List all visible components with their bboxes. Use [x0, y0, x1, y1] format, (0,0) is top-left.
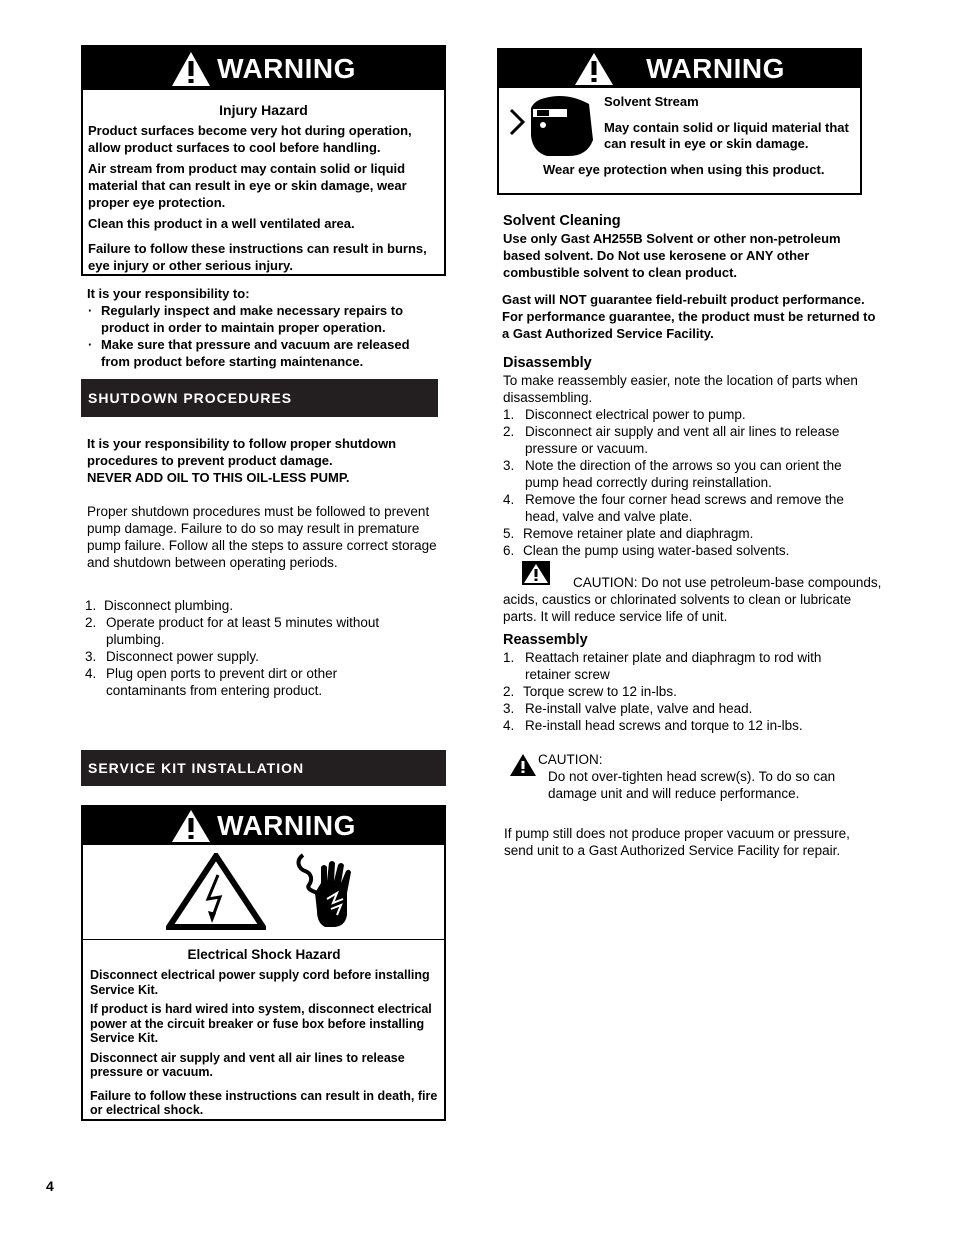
- solvent-warning-box: [497, 48, 862, 195]
- caution-overtighten-text: Do not over-tighten head screw(s). To do so can damage unit and will reduce performance.: [548, 769, 836, 801]
- shock-hazard-title: Electrical Shock Hazard: [187, 947, 341, 962]
- warning-triangle-icon: [574, 52, 614, 86]
- shutdown-bold-2: NEVER ADD OIL TO THIS OIL-LESS PUMP.: [87, 470, 350, 485]
- list-item: 3. Disconnect power supply.: [85, 649, 259, 664]
- solvent-stream-body: May contain solid or liquid material that can result in eye or skin damage.: [604, 120, 849, 151]
- shutdown-steps: [85, 597, 415, 699]
- solvent-cleaning-title: Solvent Cleaning: [503, 213, 621, 229]
- shutdown-paragraph: Proper shutdown procedures must be followed to prevent pump damage. Failure to do so may result in premature pump failure. Follow all the steps to assure correct storage and shutdown between operating periods.: [87, 504, 437, 570]
- injury-warning-box: [81, 45, 446, 276]
- hand-shock-icon: [291, 853, 366, 933]
- solvent-cleaning-body: Use only Gast AH255B Solvent or other non-petroleum based solvent. Do Not use kerosene or ANY other combustible solvent to clean product.: [503, 231, 841, 280]
- list-item: 4. Plug open ports to prevent dirt or other contaminants from entering product.: [85, 666, 338, 698]
- shutdown-procedures-header: SHUTDOWN PROCEDURES: [81, 379, 438, 417]
- list-item: 2. Operate product for at least 5 minutes without plumbing.: [85, 615, 380, 647]
- caution-overtighten: [538, 751, 878, 802]
- list-item: 1. Reattach retainer plate and diaphragm to rod with retainer screw: [503, 650, 822, 682]
- caution-icon: [509, 753, 537, 777]
- disassembly-intro: To make reassembly easier, note the location of parts when disassembling.: [503, 373, 858, 405]
- list-item: 5. Remove retainer plate and diaphragm.: [503, 526, 754, 541]
- list-item: 2. Disconnect air supply and vent all air lines to release pressure or vacuum.: [503, 424, 840, 456]
- shock-warning-p1: Disconnect electrical power supply cord before installing Service Kit.: [90, 968, 430, 997]
- list-item: 3. Re-install valve plate, valve and head.: [503, 701, 753, 716]
- page-number: 4: [46, 1178, 54, 1194]
- list-item: 1. Disconnect plumbing.: [85, 598, 234, 613]
- service-kit-installation-header: SERVICE KIT INSTALLATION: [81, 750, 446, 786]
- warning-triangle-icon: [171, 51, 211, 87]
- solvent-stream-title: Solvent Stream: [604, 94, 699, 109]
- responsibility-bullet-1: · Regularly inspect and make necessary repairs to product in order to maintain proper operation.: [88, 303, 404, 335]
- caution-petroleum-text: CAUTION: Do not use petroleum-base compounds, acids, caustics or chlorinated solvents to clean or lubricate parts. It will reduce service life of unit.: [503, 575, 882, 624]
- injury-warning-p1: Product surfaces become very hot during operation, allow product surfaces to cool before handling.: [88, 123, 412, 155]
- injury-warning-p2: Air stream from product may contain solid or liquid material that can result in eye or skin damage, wear proper eye protection.: [88, 161, 407, 210]
- warning-header: [83, 47, 444, 90]
- list-item: 4. Remove the four corner head screws and remove the head, valve and valve plate.: [503, 492, 844, 524]
- list-item: 3. Note the direction of the arrows so you can orient the pump head correctly during reinstallation.: [503, 458, 842, 490]
- injury-hazard-title: Injury Hazard: [219, 102, 308, 118]
- warning-header-text: WARNING: [217, 810, 356, 841]
- warning-header-text: WARNING: [646, 53, 785, 84]
- disassembly-title: Disassembly: [503, 355, 592, 371]
- solvent-cleaning-section: [503, 212, 863, 281]
- injury-warning-p3: Clean this product in a well ventilated area.: [88, 216, 355, 231]
- caution-label: CAUTION:: [538, 752, 603, 767]
- reassembly-title: Reassembly: [503, 632, 588, 648]
- warning-header: [83, 807, 444, 845]
- shock-warning-p4: Failure to follow these instructions can result in death, fire or electrical shock.: [90, 1088, 438, 1117]
- shutdown-bold-1: It is your responsibility to follow proper shutdown procedures to prevent product damage.: [87, 436, 397, 468]
- shock-icons-row: [83, 845, 444, 940]
- final-service-note: If pump still does not produce proper vacuum or pressure, send unit to a Gast Authorized Service Facility for repair.: [504, 826, 850, 858]
- warning-header-text: WARNING: [217, 52, 356, 84]
- shock-warning-p2: If product is hard wired into system, disconnect electrical power at the circuit breaker or fuse box before installing Service Kit.: [90, 1002, 432, 1045]
- disassembly-section: [503, 354, 883, 559]
- warning-header: [499, 50, 860, 88]
- injury-warning-p4: Failure to follow these instructions can result in burns, eye injury or other serious injury.: [88, 241, 427, 273]
- eye-protection-icon: [507, 90, 599, 160]
- eye-protection-note: Wear eye protection when using this product.: [543, 162, 825, 177]
- electrical-hazard-icon: [166, 853, 266, 931]
- shock-warning-p3: Disconnect air supply and vent all air lines to release pressure or vacuum.: [90, 1050, 405, 1079]
- shock-warning-box: [81, 805, 446, 1121]
- responsibility-bullet-2: · Make sure that pressure and vacuum are released from product before starting maintenance.: [88, 337, 410, 369]
- responsibility-intro: It is your responsibility to:: [87, 286, 250, 301]
- responsibility-block: [87, 285, 437, 370]
- list-item: 1. Disconnect electrical power to pump.: [503, 407, 746, 422]
- shutdown-body: [87, 435, 437, 571]
- list-item: 2. Torque screw to 12 in-lbs.: [503, 684, 677, 699]
- list-item: 4. Re-install head screws and torque to 12 in-lbs.: [503, 718, 803, 733]
- list-item: 6. Clean the pump using water-based solvents.: [503, 543, 790, 558]
- guarantee-notice: Gast will NOT guarantee field-rebuilt product performance. For performance guarantee, the product must be returned to a Gast Authorized Service Facility.: [502, 292, 876, 341]
- reassembly-section: [503, 631, 873, 734]
- warning-triangle-icon: [171, 809, 211, 843]
